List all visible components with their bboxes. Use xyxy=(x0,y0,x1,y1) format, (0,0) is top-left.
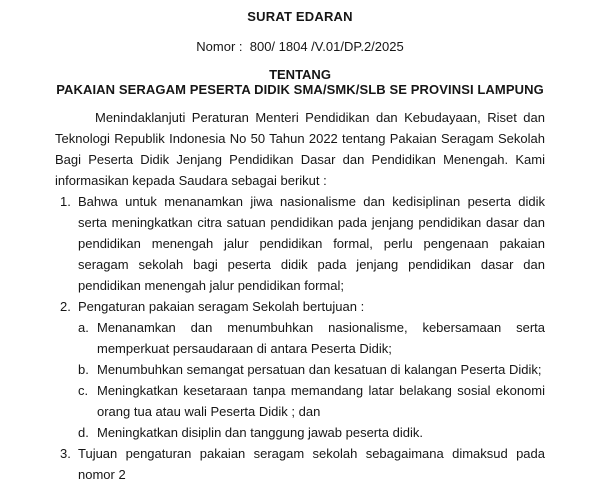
sub-item-d xyxy=(78,422,545,443)
sub-item-c xyxy=(78,380,545,422)
intro-paragraph: Menindaklanjuti Peraturan Menteri Pendidikan dan Kebudayaan, Riset dan Teknologi Republik Indonesia No 50 Tahun 2022 tentang Pakaian Seragam Sekolah Bagi Peserta Didik Jenjang Pendidikan Dasar dan Pendidikan Menengah. Kami informasikan kepada Saudara sebagai berikut : xyxy=(55,110,545,188)
list-item-3 xyxy=(55,443,545,485)
document-about-label: TENTANG xyxy=(269,67,331,82)
list-item-1-text: Bahwa untuk menanamkan jiwa nasionalisme dan kedisiplinan peserta didik serta meningkatkan citra satuan pendidikan pada jenjang pendidikan dasar dan pendidikan menengah jalur pendidikan formal, perlu pengenaan pakaian seragam sekolah bagi peserta didik pada jenjang pendidikan dasar dan pendidikan menengah jalur pendidikan formal; xyxy=(78,194,545,293)
sub-item-c-text: Meningkatkan kesetaraan tanpa memandang latar belakang sosial ekonomi orang tua atau wali Peserta Didik ; dan xyxy=(97,383,545,419)
list-item-1 xyxy=(55,191,545,296)
document-number-line: Nomor : 800/ 1804 /V.01/DP.2/2025 xyxy=(196,39,404,54)
document-body xyxy=(55,107,545,485)
document-subject-line: PAKAIAN SERAGAM PESERTA DIDIK SMA/SMK/SLB SE PROVINSI LAMPUNG xyxy=(56,82,544,97)
list-item-1-number: 1. xyxy=(60,194,71,209)
list-item-2-number: 2. xyxy=(60,299,71,314)
list-item-3-number: 3. xyxy=(60,446,71,461)
document-title: SURAT EDARAN xyxy=(247,9,353,24)
sub-item-a-text: Menanamkan dan menumbuhkan nasionalisme, kebersamaan serta memperkuat persaudaraan di antara Peserta Didik; xyxy=(97,320,545,356)
sub-item-a-letter: a. xyxy=(78,320,89,335)
sub-item-c-letter: c. xyxy=(78,383,89,398)
list-item-2-text: Pengaturan pakaian seragam Sekolah bertujuan : xyxy=(78,299,365,314)
sub-item-b xyxy=(78,359,545,380)
document-header xyxy=(0,0,600,97)
list-item-3-text: Tujuan pengaturan pakaian seragam sekolah sebagaimana dimaksud pada nomor 2 xyxy=(78,446,545,482)
list-item-2 xyxy=(55,296,545,443)
sub-item-d-letter: d. xyxy=(78,425,89,440)
sub-item-d-text: Meningkatkan disiplin dan tanggung jawab peserta didik. xyxy=(97,425,423,440)
sub-item-b-letter: b. xyxy=(78,362,89,377)
sub-item-a xyxy=(78,317,545,359)
sub-item-b-text: Menumbuhkan semangat persatuan dan kesatuan di kalangan Peserta Didik; xyxy=(97,362,542,377)
